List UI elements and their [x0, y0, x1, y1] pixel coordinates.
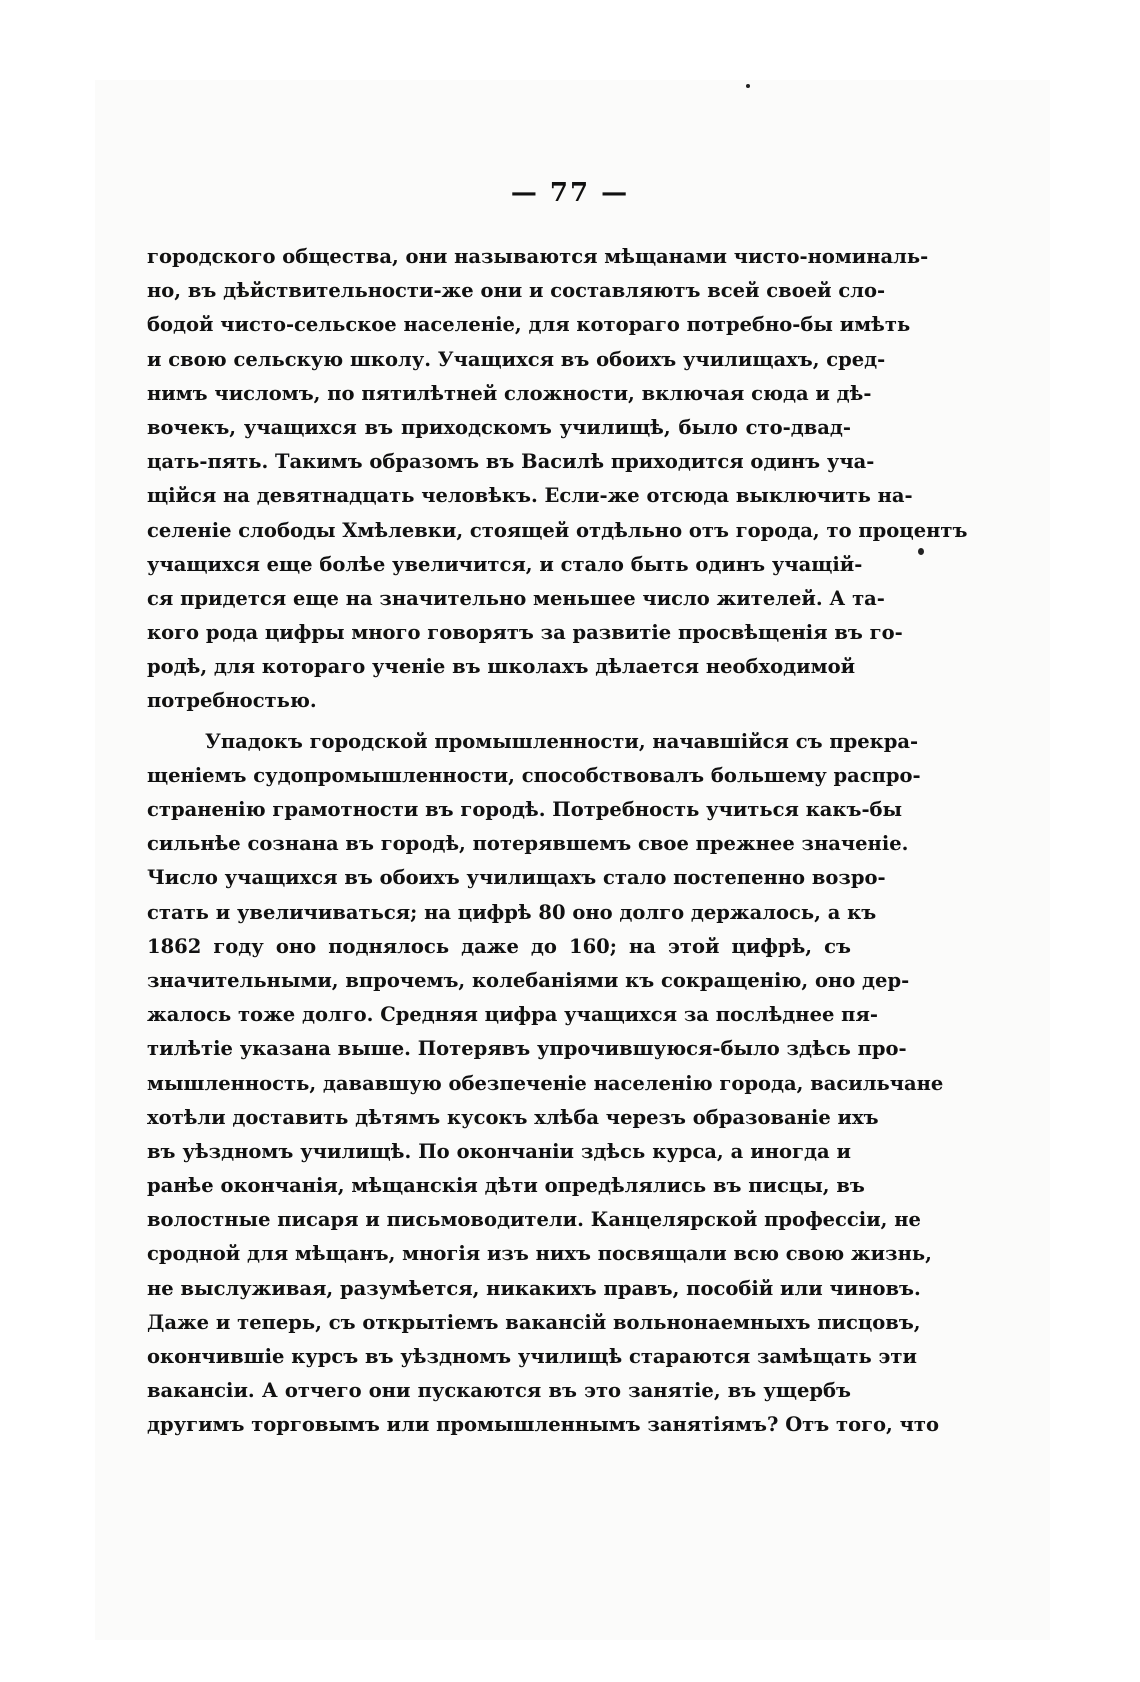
text-line: волостные писаря и письмоводители. Канцелярской профессіи, не: [147, 1208, 921, 1232]
text-line: хотѣли доставить дѣтямъ кусокъ хлѣба черезъ образованіе ихъ: [147, 1105, 879, 1129]
page-number: — 77 —: [510, 178, 630, 208]
text-line: родѣ, для котораго ученіе въ школахъ дѣлается необходимой: [147, 655, 856, 679]
text-line: городского общества, они называются мѣщанами чисто-номиналь-: [147, 245, 929, 268]
text-line: но, въ дѣйствительности-же они и составляютъ всей своей сло-: [147, 279, 886, 303]
text-line: вочекъ, учащихся въ приходскомъ училищѣ, было сто-двад-: [147, 415, 851, 439]
text-line: Упадокъ городской промышленности, начавшійся съ прекра-: [205, 729, 919, 753]
text-line: щійся на девятнадцать человѣкъ. Если-же отсюда выключить на-: [147, 484, 913, 508]
text-line: Даже и теперь, съ открытіемъ вакансій вольнонаемныхъ писцовъ,: [147, 1310, 921, 1334]
text-line: цать-пять. Такимъ образомъ въ Василѣ приходится одинъ уча-: [147, 450, 875, 474]
body-text: [147, 240, 968, 1443]
text-line: въ уѣздномъ училищѣ. По окончаніи здѣсь курса, а иногда и: [147, 1139, 851, 1163]
text-line: окончившіе курсъ въ уѣздномъ училищѣ стараются замѣщать эти: [147, 1345, 917, 1368]
ink-speck: [746, 84, 750, 88]
text-line: селеніе слободы Хмѣлевки, стоящей отдѣльно отъ города, то процентъ: [147, 518, 968, 542]
text-line: тилѣтіе указана выше. Потерявъ упрочившуюся-было здѣсь про-: [147, 1037, 907, 1061]
text-line: жалось тоже долго. Средняя цифра учащихся за послѣднее пя-: [147, 1003, 878, 1027]
text-line: страненію грамотности въ городѣ. Потребность учиться какъ-бы: [147, 798, 903, 821]
ink-speck: [918, 548, 924, 555]
text-line: щеніемъ судопромышленности, способствовалъ большему распро-: [147, 763, 921, 787]
text-line: не выслуживая, разумѣется, никакихъ правъ, пособій или чиновъ.: [147, 1276, 921, 1300]
text-line: 1862 году оно поднялось даже до 160; на этой цифрѣ, съ: [147, 934, 851, 958]
text-line: потребностью.: [147, 689, 317, 713]
text-line: сродной для мѣщанъ, многія изъ нихъ посвящали всю свою жизнь,: [147, 1242, 932, 1266]
text-line: кого рода цифры много говорятъ за развитіе просвѣщенія въ го-: [147, 621, 903, 645]
text-line: сильнѣе сознана въ городѣ, потерявшемъ свое прежнее значеніе.: [147, 832, 909, 856]
text-line: учащихся еще болѣе увеличится, и стало быть одинъ учащій-: [147, 552, 863, 576]
text-line: мышленность, дававшую обезпеченіе населенію города, васильчане: [147, 1071, 944, 1095]
text-line: и свою сельскую школу. Учащихся въ обоихъ училищахъ, сред-: [147, 347, 886, 371]
text-line: ся придется еще на значительно меньшее число жителей. А та-: [147, 586, 885, 610]
text-line: вакансіи. А отчего они пускаются въ это занятіе, въ ущербъ: [147, 1379, 851, 1403]
text-line: стать и увеличиваться; на цифрѣ 80 оно долго держалось, а къ: [147, 900, 877, 924]
text-line: ранѣе окончанія, мѣщанскія дѣти опредѣлялись въ писцы, въ: [147, 1174, 865, 1198]
text-line: другимъ торговымъ или промышленнымъ занятіямъ? Отъ того, что: [147, 1413, 939, 1437]
text-line: бодой чисто-сельское населеніе, для котораго потребно-бы имѣть: [147, 313, 911, 337]
text-line: значительными, впрочемъ, колебаніями къ сокращенію, оно дер-: [147, 968, 910, 992]
text-line: Число учащихся въ обоихъ училищахъ стало постепенно возро-: [147, 866, 886, 890]
text-line: нимъ числомъ, по пятилѣтней сложности, включая сюда и дѣ-: [147, 381, 872, 405]
